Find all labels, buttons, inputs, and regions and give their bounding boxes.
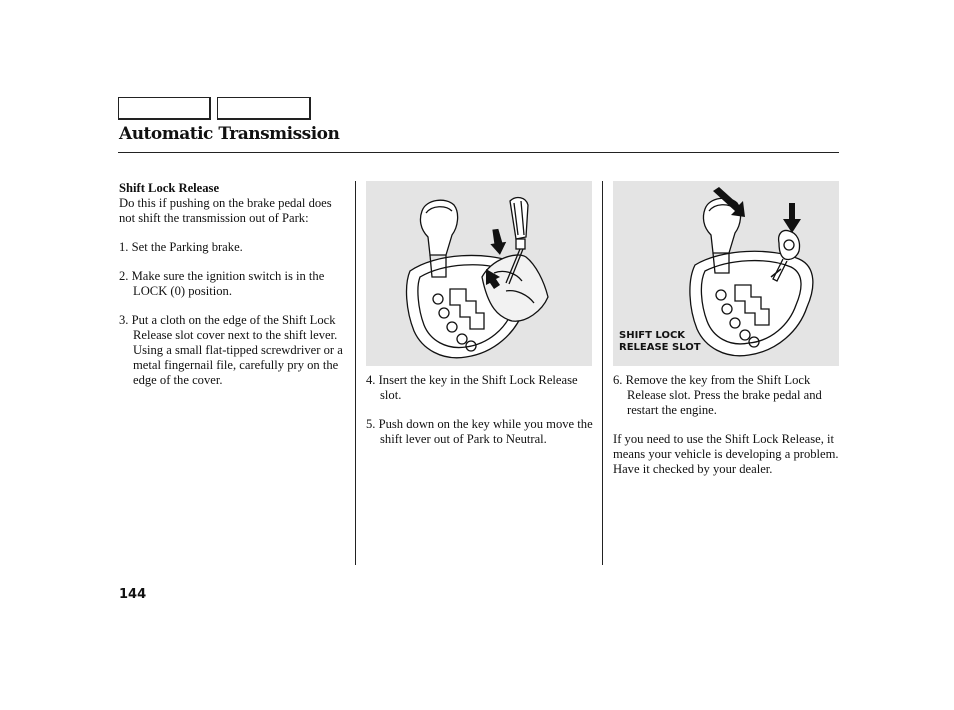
step-4: 4. Insert the key in the Shift Lock Release slot. — [366, 373, 578, 402]
column-2 — [366, 373, 594, 461]
step-6: 6. Remove the key from the Shift Lock Release slot. Press the brake pedal and restart the engine. — [613, 373, 822, 417]
header-tab-2 — [217, 97, 311, 120]
section-intro: Do this if pushing on the brake pedal does not shift the transmission out of Park: — [119, 196, 332, 225]
column-1 — [119, 181, 347, 402]
section-heading: Shift Lock Release — [119, 181, 220, 195]
column-divider-2 — [602, 181, 603, 565]
title-rule — [118, 152, 839, 153]
step-5: 5. Push down on the key while you move the shift lever out of Park to Neutral. — [366, 417, 593, 446]
header-tab-1 — [118, 97, 211, 120]
closing-note: If you need to use the Shift Lock Release, it means your vehicle is developing a problem. Have it checked by your dealer. — [613, 432, 839, 476]
shift-lever-screwdriver-illustration — [366, 181, 592, 366]
column-divider-1 — [355, 181, 356, 565]
figure-key-in-slot — [613, 181, 839, 366]
page-title: Automatic Transmission — [119, 124, 340, 144]
column-3 — [613, 373, 839, 491]
step-1: 1. Set the Parking brake. — [119, 240, 243, 254]
shift-lock-release-slot-label: SHIFT LOCK RELEASE SLOT — [619, 330, 701, 353]
step-2: 2. Make sure the ignition switch is in the LOCK (0) position. — [119, 269, 325, 298]
page-number: 144 — [119, 587, 147, 602]
figure-pry-cover — [366, 181, 592, 366]
step-3: 3. Put a cloth on the edge of the Shift Lock Release slot cover next to the shift lever. Using a small flat-tipped screwdriver or a metal fingernail file, carefully pry on the edge of the cover. — [119, 313, 343, 387]
